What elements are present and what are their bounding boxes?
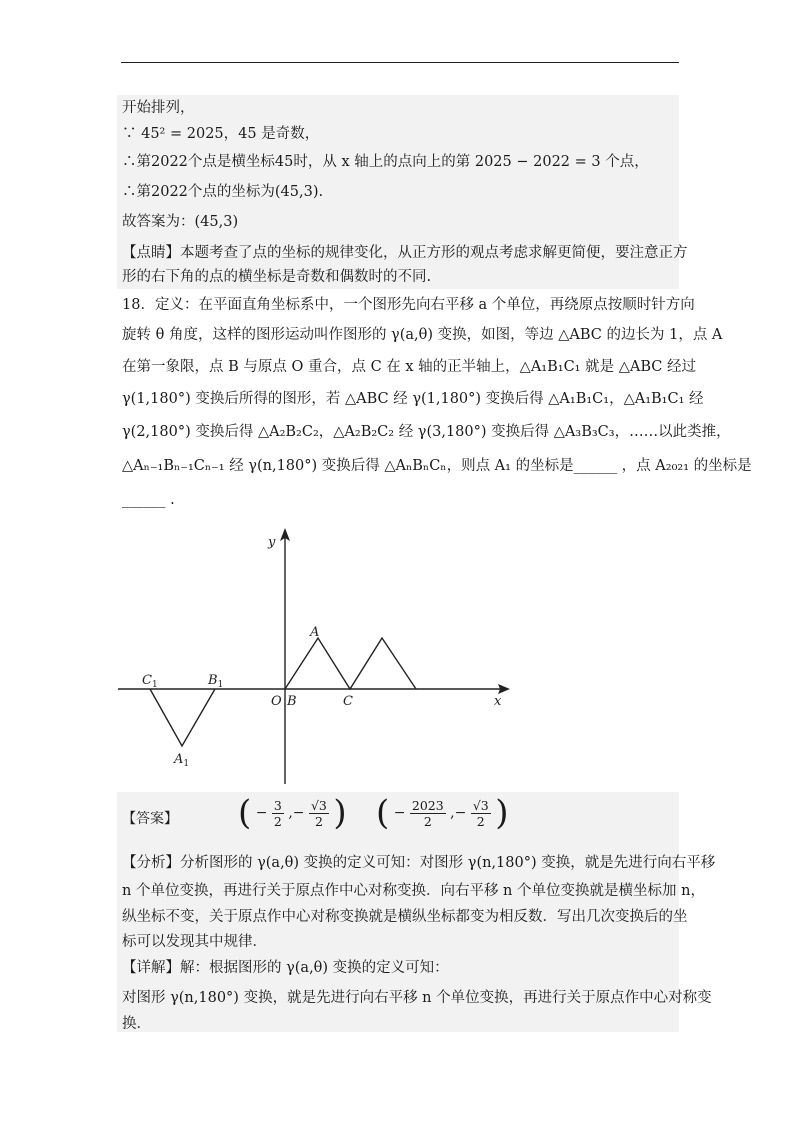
label-C: C <box>343 694 353 709</box>
label-O: O <box>271 694 282 709</box>
analysis-line-1: 【分析】分析图形的 γ(a,θ) 变换的定义可知：对图形 γ(n,180°) 变换，就是先进行向右平移 <box>122 855 716 871</box>
ans2-a-num: 2023 <box>411 797 444 813</box>
question-line-3: 在第一象限，点 B 与原点 O 重合，点 C 在 x 轴的正半轴上，△A₁B₁C₁ 就是 △ABC 经过 <box>122 359 696 375</box>
analysis-line-3: 纵坐标不变，关于原点作中心对称变换就是横纵坐标都变为相反数．写出几次变换后的坐 <box>122 909 688 925</box>
ans2-b-num: √3 <box>472 797 489 813</box>
coordinate-figure <box>110 524 530 794</box>
solution-line-2: ∵ 45² = 2025，45 是奇数， <box>122 126 320 142</box>
ans1-a-den: 2 <box>273 813 282 829</box>
label-A: A <box>310 625 320 640</box>
y-axis-label: y <box>268 535 276 550</box>
detail-line-1: 【详解】解：根据图形的 γ(a,θ) 变换的定义可知： <box>122 960 449 976</box>
triangle-a1b1c1 <box>150 689 215 746</box>
label-B1: $B_1$ <box>208 673 224 690</box>
ans2-b-den: 2 <box>476 813 485 829</box>
analysis-line-2: n 个单位变换，再进行关于原点作中心对称变换．向右平移 n 个单位变换就是横坐标加 n， <box>122 883 705 899</box>
answer-1: ( − $\frac{3}{2}$ ,− $\frac{√3}{2}$ ) <box>238 793 347 833</box>
question-line-1: 18．定义：在平面直角坐标系中，一个图形先向右平移 a 个单位，再绕原点按顺时针方向 <box>122 297 695 313</box>
answer-2: ( − $\frac{2023}{2}$ ,− $\frac{√3}{2}$ ) <box>376 793 509 833</box>
ans1-b-den: 2 <box>314 813 323 829</box>
ans1-a-num: 3 <box>273 797 282 813</box>
label-C1: $C_1$ <box>142 673 158 690</box>
comment-line-1: 【点睛】本题考查了点的坐标的规律变化，从正方形的观点考虑求解更简便，要注意正方 <box>122 245 688 261</box>
triangle-abc <box>285 638 416 689</box>
header-rule <box>121 62 679 63</box>
solution-line-4: ∴第2022个点的坐标为(45,3). <box>122 184 324 200</box>
detail-line-3: 换． <box>122 1016 151 1032</box>
label-A1: $A_1$ <box>174 752 190 769</box>
x-axis-label: x <box>494 694 502 709</box>
analysis-line-4: 标可以发现其中规律． <box>122 934 267 950</box>
label-B: B <box>287 694 297 709</box>
comment-line-2: 形的右下角的点的横坐标是奇数和偶数时的不同. <box>122 269 432 285</box>
solution-line-1: 开始排列， <box>122 100 195 116</box>
question-line-7: ______ . <box>122 492 175 508</box>
final-answer-line: 故答案为：(45,3) <box>122 214 239 230</box>
question-line-4: γ(1,180°) 变换后所得的图形，若 △ABC 经 γ(1,180°) 变换后得 △A₁B₁C₁，△A₁B₁C₁ 经 <box>122 391 704 407</box>
question-line-5: γ(2,180°) 变换后得 △A₂B₂C₂，△A₂B₂C₂ 经 γ(3,180°) 变换后得 △A₃B₃C₃，……以此类推， <box>122 424 731 440</box>
detail-line-2: 对图形 γ(n,180°) 变换，就是先进行向右平移 n 个单位变换，再进行关于原点作中心对称变 <box>122 990 712 1006</box>
answer-label: 【答案】 <box>122 811 178 827</box>
ans1-b-num: √3 <box>310 797 327 813</box>
question-line-2: 旋转 θ 角度，这样的图形运动叫作图形的 γ(a,θ) 变换，如图，等边 △ABC 的边长为 1，点 A <box>122 327 723 343</box>
question-line-6: △Aₙ₋₁Bₙ₋₁Cₙ₋₁ 经 γ(n,180°) 变换后得 △AₙBₙCₙ，则点 A₁ 的坐标是______ ，点 A₂₀₂₁ 的坐标是 <box>122 458 752 474</box>
ans2-a-den: 2 <box>423 813 432 829</box>
solution-line-3: ∴第2022个点是横坐标45时，从 x 轴上的点向上的第 2025 − 2022 = 3 个点， <box>122 154 649 170</box>
